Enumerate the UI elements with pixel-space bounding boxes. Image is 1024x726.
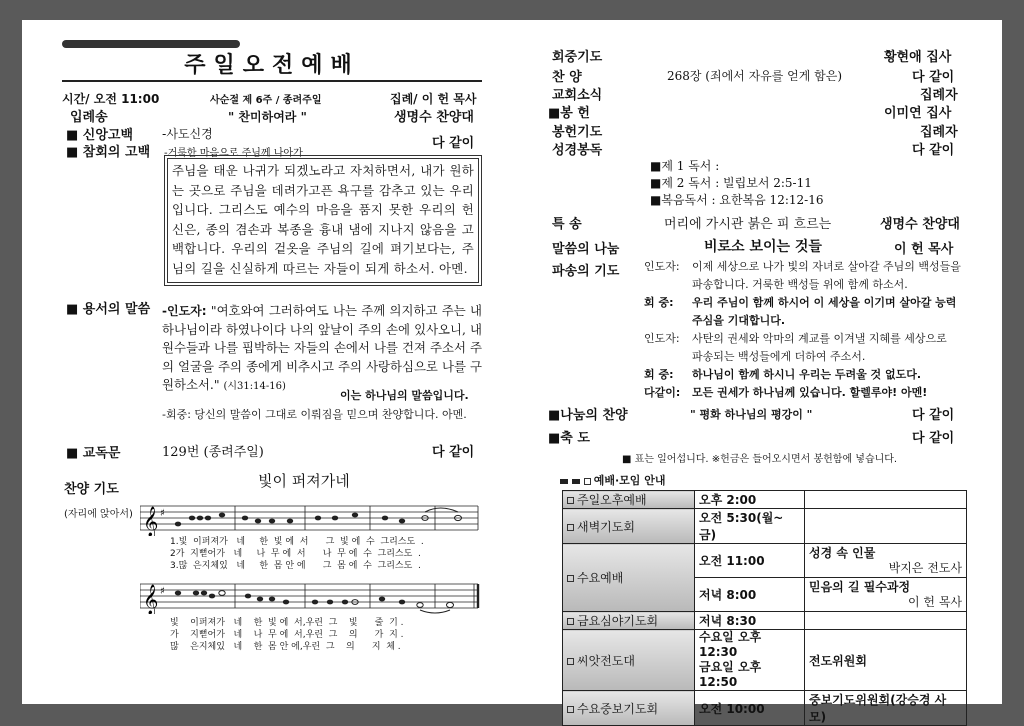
- speaker: 회 중:: [644, 368, 674, 381]
- prayer-text: 사탄의 권세와 악마의 계교를 이겨낼 지혜를 세상으로: [692, 332, 947, 345]
- prayer-text: 하나님이 함께 하시니 우리는 두려울 것 없도다.: [692, 368, 922, 381]
- prayer-text: 우리 주님이 함께 하시어 이 세상을 이기며 살아갈 능력: [692, 296, 957, 309]
- speaker: 회 중:: [644, 296, 674, 309]
- confession-box: 주님을 태운 나귀가 되겠노라고 자처하면서, 내가 원하는 곳으로 주님을 데려가고픈 욕구를 감추고 있는 우리입니다. 그리스도 예수의 마음을 품지 못한 우리의 헌신은, 종의 겸손과 복종을 흉내 냄에 지나지 않음을 고백합니다. 우리의 겉옷을 주님의 길에 펴기보다는, 주님의 길을 신실하게 따르는 자들이 되게 하소서. 아멘.: [167, 158, 479, 283]
- footnote: ■ 표는 일어섭니다. ※헌금은 들어오시면서 봉헌함에 넣습니다.: [622, 454, 898, 465]
- svg-text:♯: ♯: [160, 508, 165, 519]
- pardon-leader: -인도자:: [162, 304, 207, 318]
- hymn-who: 다 같이: [432, 445, 475, 460]
- page-title: 주일오전예배: [62, 50, 482, 82]
- schedule-time: 오후 2:00: [695, 491, 805, 509]
- hymn2-who: 다 같이: [912, 70, 955, 85]
- offering-prayer-label: 봉헌기도: [552, 125, 603, 140]
- reading-1: ■제 1 독서 :: [650, 159, 720, 173]
- pardon-closing: 이는 하나님의 말씀입니다.: [340, 389, 469, 402]
- prayer-text: 모든 권세가 하나님께 있습니다. 할렐루야! 아멘!: [692, 386, 928, 399]
- special-song-who: 생명수 찬양대: [880, 217, 960, 232]
- sending-prayer-line: [644, 330, 974, 348]
- offering-who: 이미연 집사: [884, 106, 952, 121]
- schedule-title-text: 예배·모임 안내: [593, 474, 666, 487]
- scripture-who: 다 같이: [912, 143, 955, 158]
- svg-text:♯: ♯: [160, 586, 165, 597]
- blessing-label: ■축 도: [548, 431, 590, 446]
- sending-prayer-line: [644, 384, 974, 402]
- congregational-prayer-who: 황현애 집사: [884, 50, 952, 65]
- table-row: [563, 630, 967, 691]
- lyrics-line-2c: 많 은지체있 네 한 몸 안 에,우린 그 의 지 체 .: [170, 642, 401, 652]
- schedule-name: 수요중보기도회: [563, 691, 695, 726]
- schedule-time: 저녁 8:00: [695, 578, 805, 612]
- sermon-who: 이 헌 목사: [894, 242, 954, 257]
- pardon-response: -회중: 당신의 말씀이 그대로 이뤄짐을 믿으며 찬양합니다. 아멘.: [162, 408, 467, 421]
- sending-prayer-text: [644, 258, 974, 402]
- table-row: [563, 544, 967, 578]
- hymn2-title: 268장 (죄에서 자유를 얻게 함은): [667, 69, 843, 83]
- schedule-who: [805, 509, 967, 544]
- pardon-label: ■ 용서의 말씀: [66, 302, 151, 317]
- presider: 집례/ 이 헌 목사: [390, 92, 477, 106]
- schedule-time: 오전 5:30(월~금): [695, 509, 805, 544]
- sending-prayer-line: [644, 276, 974, 294]
- sending-prayer-line: [644, 258, 974, 276]
- entrance-song: " 찬미하여라 ": [228, 110, 307, 124]
- reading-2: ■제 2 독서 : 빌립보서 2:5-11: [650, 176, 812, 190]
- schedule-who: 믿음의 길 필수과정 이 헌 목사: [805, 578, 967, 612]
- svg-text:𝄞: 𝄞: [143, 507, 159, 536]
- speaker: 다같이:: [644, 386, 681, 399]
- sending-prayer-line: [644, 366, 974, 384]
- table-row: [563, 691, 967, 726]
- svg-text:𝄞: 𝄞: [143, 585, 159, 614]
- prayer-text: 파송되는 백성들에게 더하여 주소서.: [692, 350, 866, 363]
- hymn-label: ■ 교독문: [66, 446, 121, 461]
- schedule-who: [805, 612, 967, 630]
- prayer-text: 이제 세상으로 나가 빛의 자녀로 살아갈 주님의 백성들을: [692, 260, 961, 273]
- prayer-text: 주심을 기대합니다.: [692, 314, 786, 327]
- confession-label: ■ 참회의 고백: [66, 145, 151, 160]
- offering-label: ■봉 헌: [548, 106, 590, 121]
- schedule-time: 오전 10:00: [695, 691, 805, 726]
- entrance-performer: 생명수 찬양대: [394, 110, 474, 125]
- liturgical-season: 사순절 제 6주 / 종려주일: [210, 95, 322, 106]
- lyrics-line-2b: 가 지뻗어가 네 나 무 에 서,우린 그 의 가 지 .: [170, 630, 404, 640]
- sermon-label: 말씀의 나눔: [552, 242, 620, 257]
- creed-who: 다 같이: [432, 136, 475, 151]
- special-song-title: 머리에 가시관 붉은 피 흐르는: [664, 217, 832, 232]
- sermon-title: 비로소 보이는 것들: [704, 239, 822, 255]
- schedule-table: [562, 490, 967, 726]
- creed-text: -사도신경: [162, 127, 213, 141]
- sending-prayer-line: [644, 294, 974, 312]
- schedule-time: 오전 11:00: [695, 544, 805, 578]
- church-news-who: 집례자: [920, 88, 958, 103]
- schedule-who: 중보기도위원회(강승경 사모): [805, 691, 967, 726]
- schedule-who: 성경 속 인물 박지은 전도사: [805, 544, 967, 578]
- creed-label: ■ 신앙고백: [66, 128, 134, 143]
- schedule-name: 씨앗전도대: [563, 630, 695, 691]
- pardon-ref: (시31:14-16): [223, 381, 286, 392]
- scripture-label: 성경봉독: [552, 143, 603, 158]
- special-song-label: 특 송: [552, 217, 582, 232]
- offering-prayer-who: 집례자: [920, 125, 958, 140]
- confession-subtitle: -거룩한 마음으로 주님께 나아가: [164, 148, 303, 159]
- service-time: 시간/ 오전 11:00: [62, 92, 160, 106]
- sending-prayer-line: [644, 348, 974, 366]
- schedule-name: 주일오후예배: [563, 491, 695, 509]
- sharing-hymn-title: " 평화 하나님의 평강이 ": [690, 408, 813, 421]
- left-page: [22, 20, 512, 704]
- sharing-hymn-label: ■나눔의 찬양: [548, 408, 628, 423]
- blessing-who: 다 같이: [912, 431, 955, 446]
- lyrics-line-1c: 3.많 은지체있 네 한 몸 안 에 그 몸 에 수 그리스도 .: [170, 561, 421, 571]
- pardon-scripture: "여호와여 그러하여도 나는 주께 의지하고 주는 내 하나님이라 하였나이다 나의 앞날이 주의 손에 있사오니, 내 원수들과 나를 핍박하는 자들의 손에서 나를 건져 주소서 주의 얼굴을 주의 종에게 비추시고 주의 사랑하심으로 나를 구원하소서.": [162, 303, 482, 392]
- song-title: 빛이 퍼져가네: [258, 472, 350, 490]
- music-staff-1: [140, 500, 482, 536]
- speaker: 인도자:: [644, 260, 680, 273]
- entrance-label: 입례송: [70, 110, 108, 125]
- praise-label: 찬양 기도: [64, 482, 119, 497]
- schedule-who: [805, 491, 967, 509]
- lyrics-line-1b: 2가 지뻗어가 네 나 무 에 서 나 무 에 수 그리스도 .: [170, 549, 421, 559]
- lyrics-line-1a: 1.빛 이퍼져가 네 한 빛 에 서 그 빛 에 수 그리스도 .: [170, 537, 424, 547]
- speaker: 인도자:: [644, 332, 680, 345]
- sending-prayer-line: [644, 312, 974, 330]
- sharing-hymn-who: 다 같이: [912, 408, 955, 423]
- music-staff-2: [140, 578, 482, 614]
- schedule-time: 저녁 8:30: [695, 612, 805, 630]
- prayer-text: 파송합니다. 거룩한 백성들 위에 함께 하소서.: [692, 278, 908, 291]
- schedule-name: 수요예배: [563, 544, 695, 612]
- decorative-bar: [62, 40, 240, 48]
- pardon-text: [162, 302, 482, 397]
- schedule-name: 금요심야기도회: [563, 612, 695, 630]
- table-row: [563, 612, 967, 630]
- bulletin-sheet: [22, 20, 1002, 724]
- schedule-title: [560, 472, 665, 488]
- schedule-who: 전도위원회: [805, 630, 967, 691]
- hymn-text: 129번 (종려주일): [162, 445, 264, 460]
- table-row: [563, 491, 967, 509]
- reading-3: ■복음독서 : 요한복음 12:12-16: [650, 193, 824, 207]
- right-page: [512, 20, 1002, 724]
- schedule-name: 새벽기도회: [563, 509, 695, 544]
- church-news-label: 교회소식: [552, 88, 603, 103]
- lyrics-line-2a: 빛 이퍼져가 네 한 빛 에 서,우린 그 빛 줄 기 .: [170, 618, 404, 628]
- congregational-prayer-label: 회중기도: [552, 50, 603, 65]
- sending-prayer-label: 파송의 기도: [552, 264, 620, 279]
- schedule-time: 수요일 오후 12:30 금요일 오후 12:50: [695, 630, 805, 691]
- table-row: [563, 509, 967, 544]
- praise-note: (자리에 앉아서): [64, 509, 133, 520]
- hymn2-label: 찬 양: [552, 70, 582, 85]
